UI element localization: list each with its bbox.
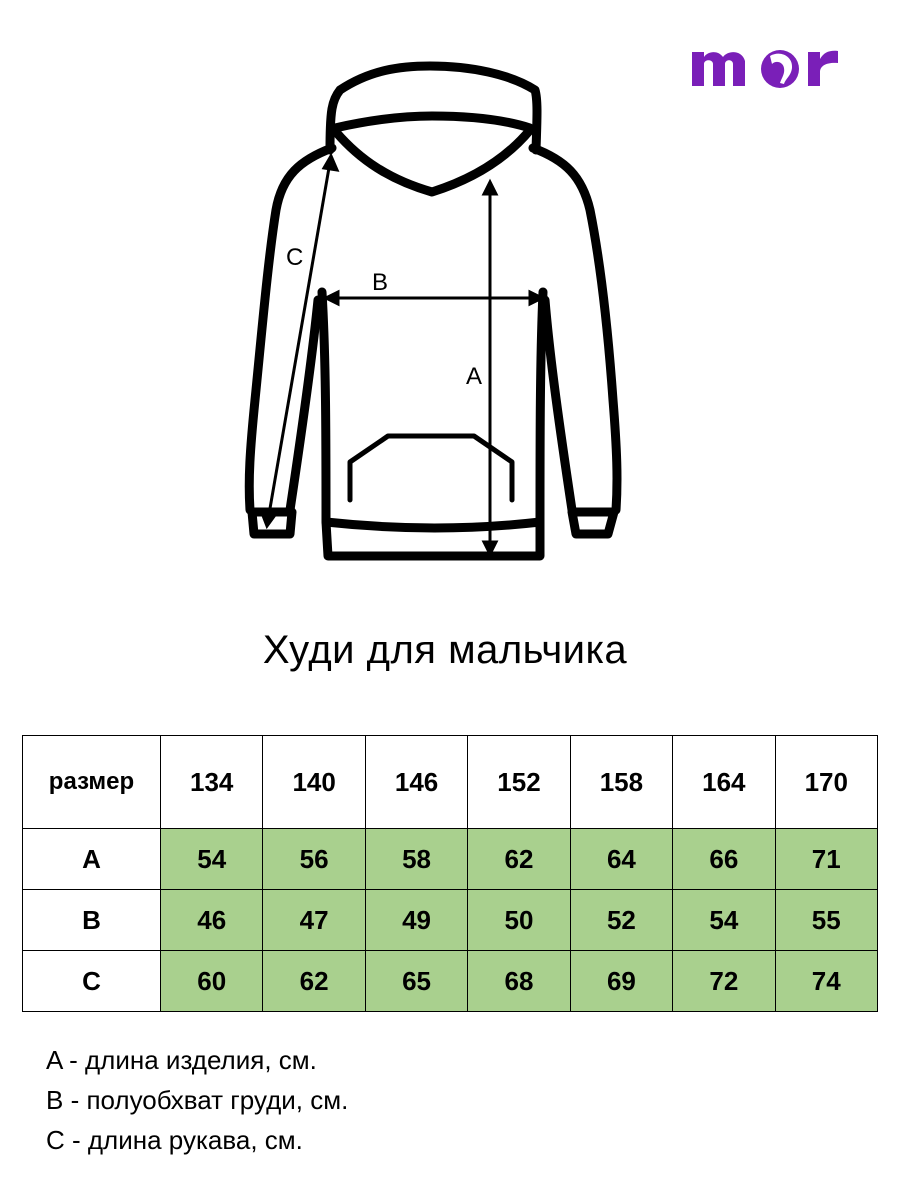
hoodie-left-sleeve-inner: [290, 300, 318, 510]
measure-cell: 72: [673, 951, 775, 1012]
hoodie-right-sleeve-inner: [545, 300, 572, 510]
size-cell: 158: [570, 736, 672, 829]
hoodie-neckline: [336, 130, 530, 192]
hoodie-hood-inner: [335, 116, 530, 128]
measure-cell: 69: [570, 951, 672, 1012]
measure-cell: 52: [570, 890, 672, 951]
measure-cell: 50: [468, 890, 570, 951]
legend-item-b: B - полуобхват груди, см.: [46, 1085, 349, 1115]
table-header-row: [23, 736, 878, 829]
size-table-body: [23, 736, 878, 1012]
measure-cell: 46: [161, 890, 263, 951]
measure-cell: 71: [775, 829, 877, 890]
measure-cell: 56: [263, 829, 365, 890]
table-row: [23, 829, 878, 890]
measure-cell: 66: [673, 829, 775, 890]
table-row: [23, 951, 878, 1012]
legend-item-c: C - длина рукава, см.: [46, 1125, 303, 1155]
measurement-legend: [46, 1040, 348, 1160]
size-table: [22, 735, 878, 1012]
diagram-label-b: B: [372, 269, 389, 296]
measure-cell: 58: [365, 829, 467, 890]
measure-cell: 49: [365, 890, 467, 951]
page-title: Худи для мальчика: [262, 628, 628, 672]
size-cell: 164: [673, 736, 775, 829]
row-label: B: [23, 890, 161, 951]
table-row: [23, 890, 878, 951]
measure-cell: 64: [570, 829, 672, 890]
measure-cell: 62: [468, 829, 570, 890]
hoodie-pocket: [350, 436, 512, 500]
hoodie-hood: [330, 66, 537, 150]
hoodie-body-right: [540, 292, 543, 522]
row-label: C: [23, 951, 161, 1012]
measure-cell: 47: [263, 890, 365, 951]
size-cell: 140: [263, 736, 365, 829]
row-label: A: [23, 829, 161, 890]
measure-cell: 65: [365, 951, 467, 1012]
size-cell: 134: [161, 736, 263, 829]
hoodie-body-left: [322, 292, 326, 522]
table-header-label: размер: [23, 736, 161, 829]
diagram-label-a: A: [466, 363, 483, 390]
measure-cell: 54: [161, 829, 263, 890]
measure-cell: 55: [775, 890, 877, 951]
measure-cell: 68: [468, 951, 570, 1012]
measure-cell: 54: [673, 890, 775, 951]
measure-cell: 62: [263, 951, 365, 1012]
size-cell: 146: [365, 736, 467, 829]
measure-cell: 60: [161, 951, 263, 1012]
hoodie-waistband: [326, 522, 540, 556]
size-cell: 152: [468, 736, 570, 829]
measure-cell: 74: [775, 951, 877, 1012]
legend-item-a: A - длина изделия, см.: [46, 1045, 317, 1075]
hoodie-right-cuff: [572, 512, 614, 534]
diagram-label-c: C: [286, 244, 304, 271]
size-cell: 170: [775, 736, 877, 829]
